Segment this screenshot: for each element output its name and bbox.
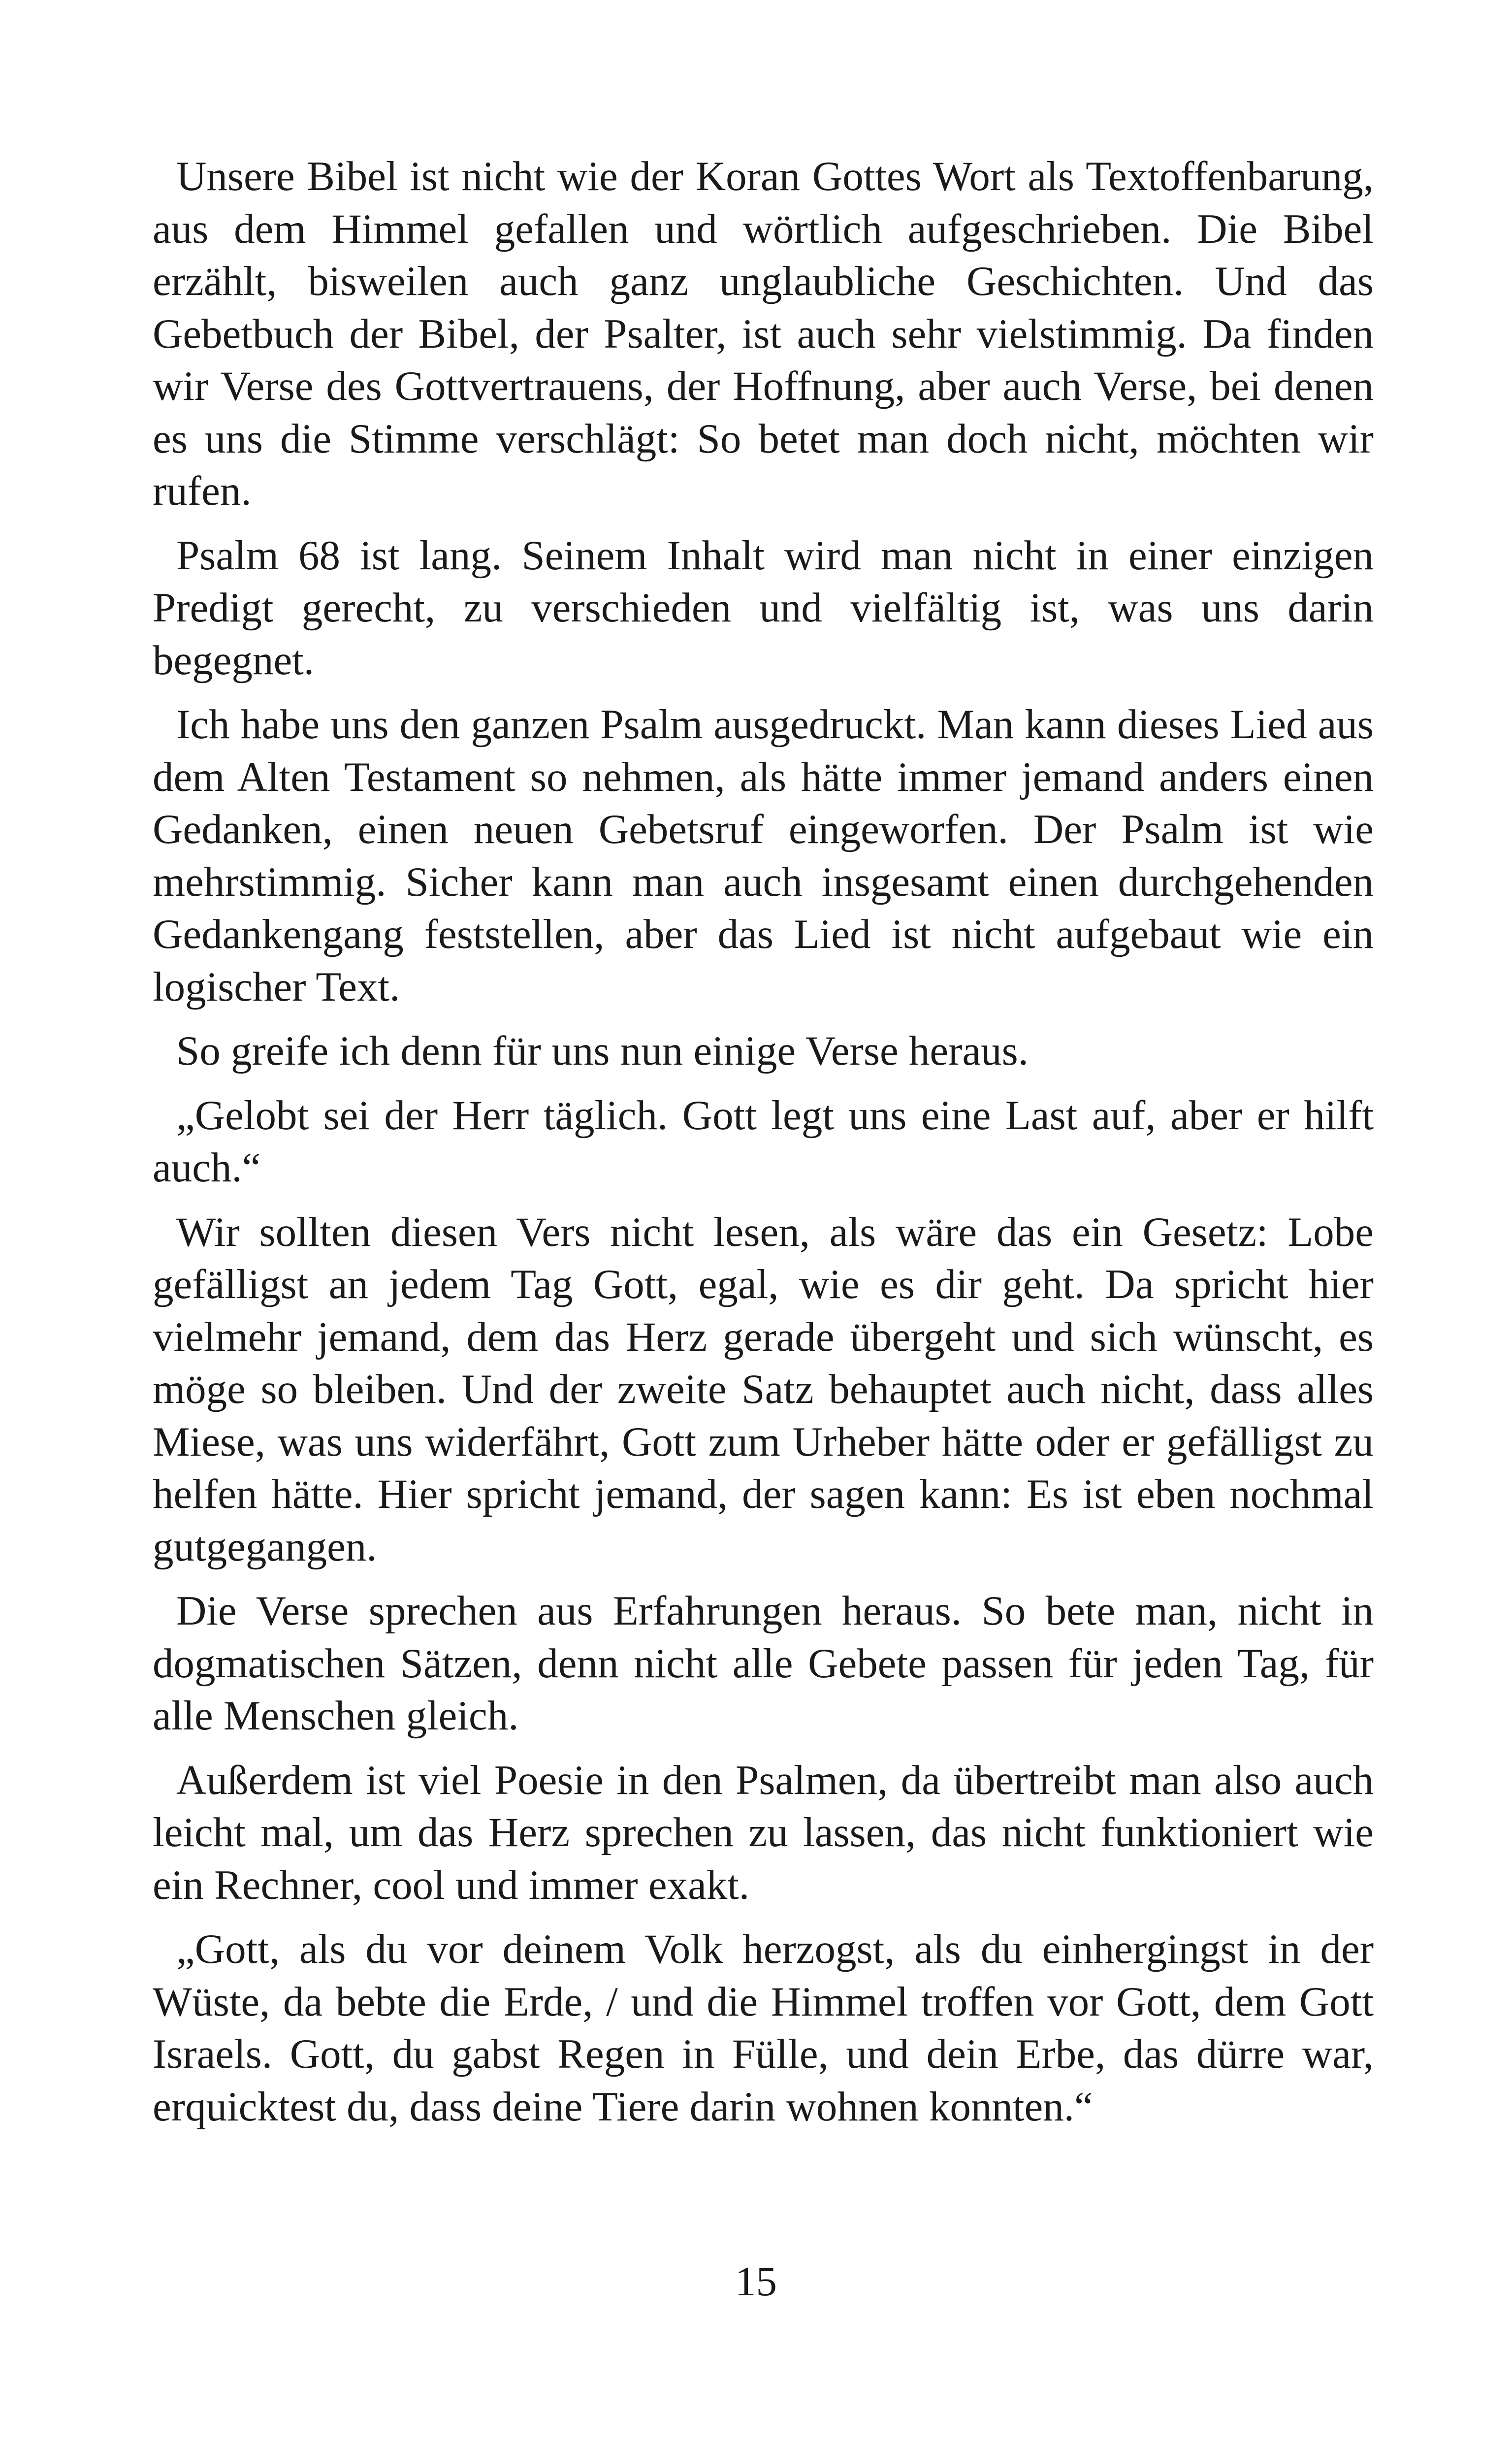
quote-paragraph: „Gott, als du vor deinem Volk herzogst, als du einhergingst in der Wüste, da bebte die Erde, / und die Himmel troffen vor Gott, dem Gott Israels. Gott, du gabst Regen in Fülle, und dein Erbe, das dürre war, erquicktest du, dass deine Tiere darin wohnen konnten.“	[153, 1926, 1374, 2130]
page-number: 15	[735, 2258, 777, 2305]
page-body	[153, 150, 1374, 2145]
paragraph: Psalm 68 ist lang. Seinem Inhalt wird man nicht in einer einzigen Predigt gerecht, zu verschieden und vielfältig ist, was uns darin begegnet.	[153, 532, 1374, 684]
paragraph: So greife ich denn für uns nun einige Verse heraus.	[176, 1028, 1029, 1074]
paragraph: Die Verse sprechen aus Erfahrungen heraus. So bete man, nicht in dogmatischen Sätzen, denn nicht alle Gebete passen für jeden Tag, für alle Menschen gleich.	[153, 1588, 1374, 1739]
paragraph: Wir sollten diesen Vers nicht lesen, als wäre das ein Gesetz: Lobe gefälligst an jedem Tag Gott, egal, wie es dir geht. Da spricht hier vielmehr jemand, dem das Herz gerade übergeht und sich wünscht, es möge so bleiben. Und der zweite Satz behauptet auch nicht, dass alles Miese, was uns widerfährt, Gott zum Urheber hätte oder er gefälligst zu helfen hätte. Hier spricht jemand, der sagen kann: Es ist eben nochmal gutgegangen.	[153, 1208, 1374, 1570]
paragraph: Unsere Bibel ist nicht wie der Koran Gottes Wort als Textoffenbarung, aus dem Himmel gefallen und wörtlich aufgeschrieben. Die Bibel erzählt, bisweilen auch ganz unglaubliche Geschichten. Und das Gebetbuch der Bibel, der Psalter, ist auch sehr vielstimmig. Da finden wir Verse des Gottvertrauens, der Hoffnung, aber auch Verse, bei denen es uns die Stimme verschlägt: So betet man doch nicht, möchten wir rufen.	[153, 153, 1374, 514]
quote-paragraph: „Gelobt sei der Herr täglich. Gott legt uns eine Last auf, aber er hilft auch.“	[153, 1092, 1374, 1191]
paragraph: Ich habe uns den ganzen Psalm ausgedruckt. Man kann dieses Lied aus dem Alten Testament so nehmen, als hätte immer jemand anders einen Gedanken, einen neuen Gebetsruf eingeworfen. Der Psalm ist wie mehrstimmig. Sicher kann man auch insgesamt einen durchgehenden Gedankengang feststellen, aber das Lied ist nicht aufgebaut wie ein logischer Text.	[153, 701, 1374, 1010]
paragraph: Außerdem ist viel Poesie in den Psalmen, da übertreibt man also auch leicht mal, um das Herz sprechen zu lassen, das nicht funktioniert wie ein Rechner, cool und immer exakt.	[153, 1757, 1374, 1908]
